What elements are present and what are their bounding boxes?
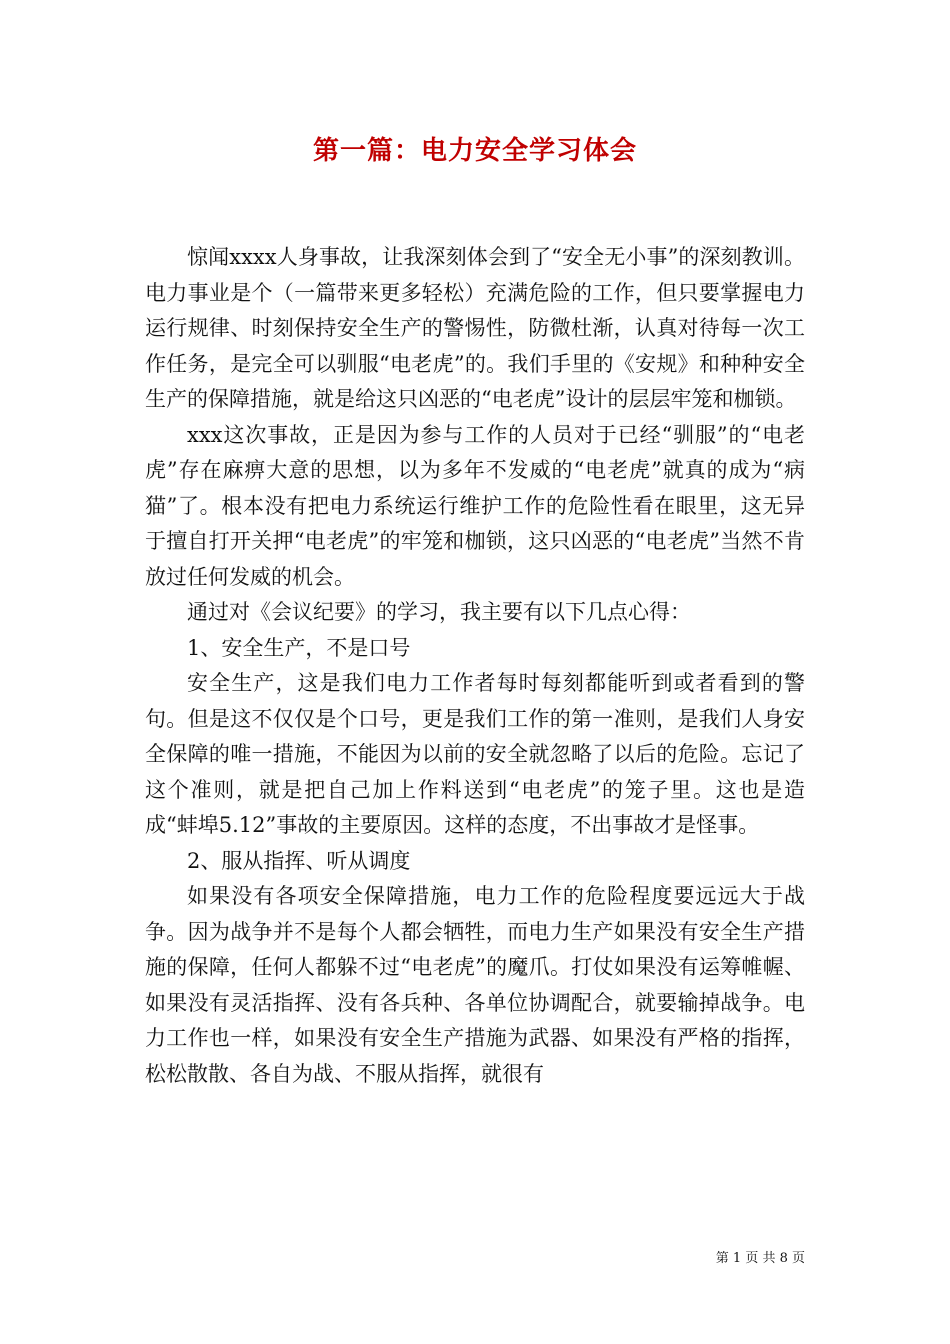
paragraph: 惊闻xxxx人身事故，让我深刻体会到了“安全无小事”的深刻教训。电力事业是个（一篇带来更多轻松）充满危险的工作，但只要掌握电力运行规律、时刻保持安全生产的警惕性，防微杜渐，认真对待每一次工作任务，是完全可以驯服“电老虎”的。我们手里的《安规》和种种安全生产的保障措施，就是给这只凶恶的“电老虎”设计的层层牢笼和枷锁。 <box>145 245 805 411</box>
document-body <box>145 240 805 1092</box>
paragraph: 通过对《会议纪要》的学习，我主要有以下几点心得： <box>187 600 691 624</box>
document-title: 第一篇：电力安全学习体会 <box>312 136 637 166</box>
paragraph: xxx这次事故，正是因为参与工作的人员对于已经“驯服”的“电老虎”存在麻痹大意的思想，以为多年不发威的“电老虎”就真的成为“病猫”了。根本没有把电力系统运行维护工作的危险性看在眼里，这无异于擅自打开关押“电老虎”的牢笼和枷锁，这只凶恶的“电老虎”当然不肯放过任何发威的机会。 <box>145 422 805 589</box>
paragraph: 如果没有各项安全保障措施，电力工作的危险程度要远远大于战争。因为战争并不是每个人都会牺牲，而电力生产如果没有安全生产措施的保障，任何人都躲不过“电老虎”的魔爪。打仗如果没有运筹帷幄、如果没有灵活指挥、没有各兵种、各单位协调配合，就要输掉战争。电力工作也一样，如果没有安全生产措施为武器、如果没有严格的指挥，松松散散、各自为战、不服从指挥，就很有 <box>145 884 805 1086</box>
section-heading: 2、服从指挥、听从调度 <box>187 848 411 873</box>
paragraph: 安全生产，这是我们电力工作者每时每刻都能听到或者看到的警句。但是这不仅仅是个口号，更是我们工作的第一准则，是我们人身安全保障的唯一措施，不能因为以前的安全就忽略了以后的危险。忘记了这个准则，就是把自己加上作料送到“电老虎”的笼子里。这也是造成“蚌埠5.12”事故的主要原因。这样的态度，不出事故才是怪事。 <box>145 671 805 837</box>
page-number-footer: 第 1 页 共 8 页 <box>715 1251 805 1266</box>
section-heading: 1、安全生产，不是口号 <box>187 635 411 660</box>
